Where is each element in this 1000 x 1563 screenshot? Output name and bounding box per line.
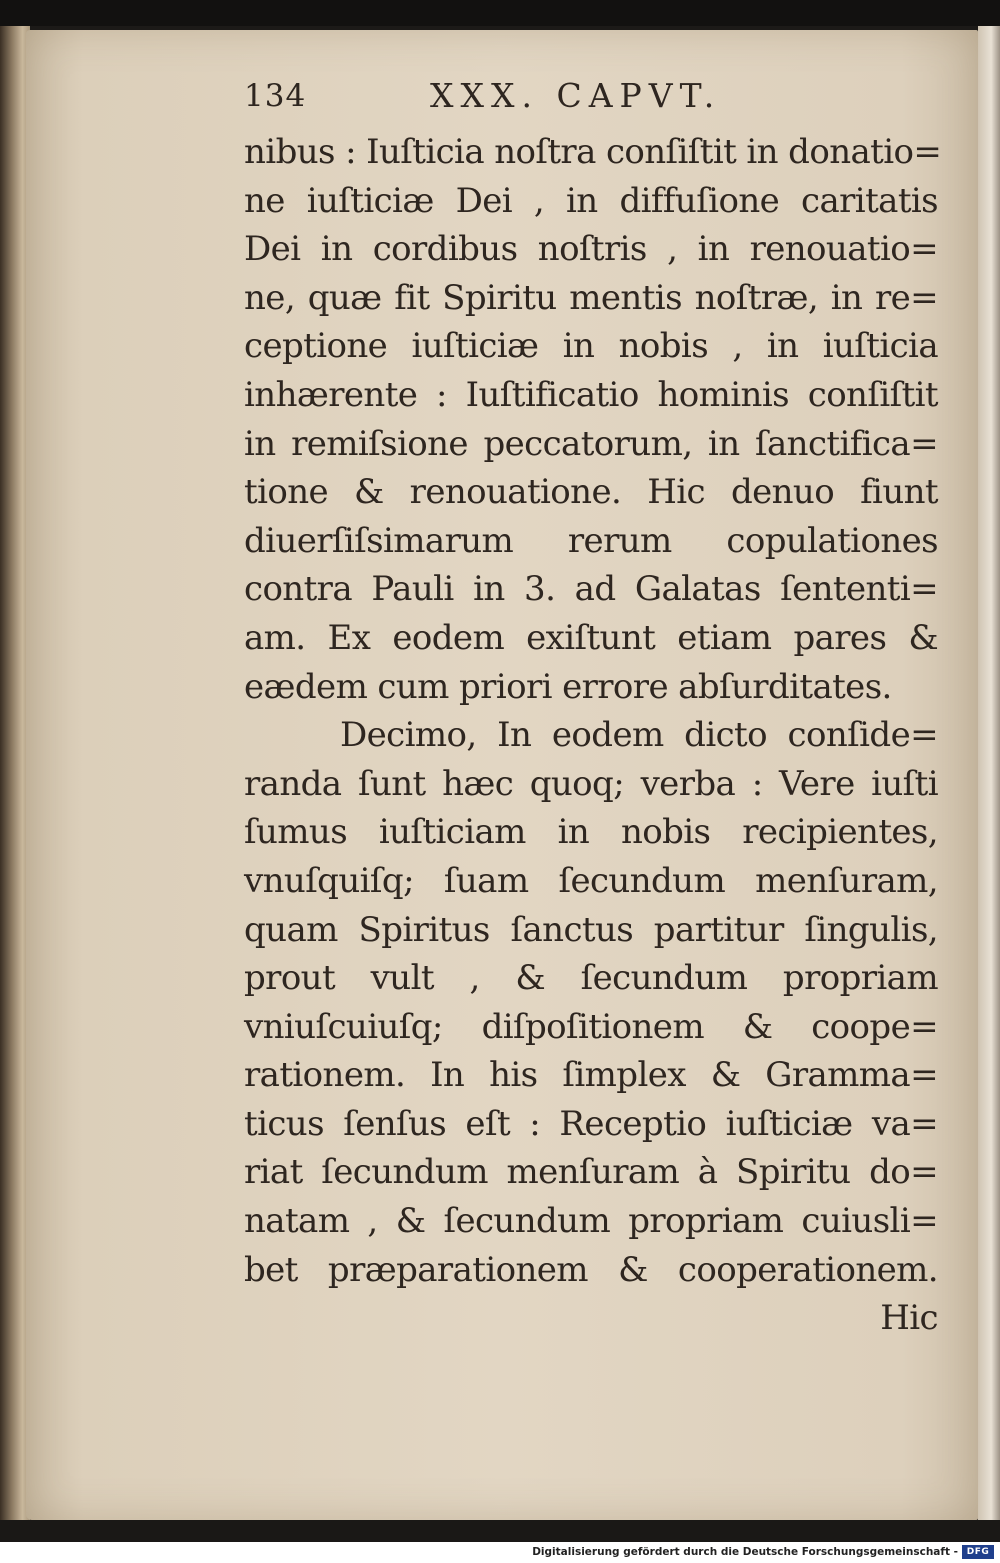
text-line: diuerſiſsimarum rerum copulationes — [244, 520, 938, 561]
text-line: inhærente : Iuſtificatio hominis conſiſtit — [244, 374, 938, 415]
text-line: eædem cum priori errore abſurditates. — [244, 666, 892, 707]
text-line: prout vult , & ſecundum propriam — [244, 958, 938, 999]
text-line: vniuſcuiuſq; diſpoſitionem & coope= — [244, 1006, 938, 1047]
catchword: Hic — [880, 1298, 938, 1339]
text-line: ne, quæ fit Spiritu mentis noſtræ, in re= — [244, 277, 938, 318]
text-line: bet præparationem & cooperationem. — [244, 1249, 938, 1290]
text-line: natam , & ſecundum propriam cuiusli= — [244, 1201, 938, 1242]
dfg-logo[interactable]: DFG — [962, 1545, 994, 1559]
text-line: Decimo, In eodem dicto conſide= — [340, 715, 938, 756]
text-line: riat ſecundum menſuram à Spiritu do= — [244, 1152, 938, 1193]
body-text — [244, 128, 942, 1343]
running-head: XXX. CAPVT. — [430, 76, 722, 115]
text-line: ticus ſenſus eſt : Receptio iuſticiæ va= — [244, 1103, 938, 1144]
scan-bottom-border — [0, 1520, 1000, 1542]
text-line: tione & renouatione. Hic denuo fiunt — [244, 472, 938, 513]
text-line: am. Ex eodem exiſtunt etiam pares & — [244, 617, 938, 658]
text-line: ceptione iuſticiæ in nobis , in iuſticia — [244, 326, 938, 367]
text-line: ne iuſticiæ Dei , in diffuſione caritatis — [244, 180, 938, 221]
text-line: nibus : Iuſticia noſtra conſiſtit in donatio= — [244, 132, 942, 172]
text-line: rationem. In his ſimplex & Gramma= — [244, 1055, 938, 1096]
text-line: randa ſunt hæc quoq; verba : Vere iuſti — [244, 763, 938, 804]
text-line: quam Spiritus ſanctus partitur ſingulis, — [244, 909, 938, 950]
page-header — [244, 74, 944, 124]
scan-top-border — [0, 0, 1000, 26]
text-line: ſumus iuſticiam in nobis recipientes, — [244, 812, 938, 853]
text-line: contra Pauli in 3. ad Galatas ſententi= — [244, 569, 938, 610]
text-line: in remiſsione peccatorum, in ſanctifica= — [244, 423, 938, 464]
page-fore-edge — [978, 26, 1000, 1526]
text-line: vnuſquiſq; ſuam ſecundum menſuram, — [244, 860, 938, 901]
page-number: 134 — [244, 78, 307, 114]
footer-credit: Digitalisierung gefördert durch die Deutsche Forschungsgemeinschaft - — [532, 1546, 958, 1558]
text-line: Dei in cordibus noſtris , in renouatio= — [244, 229, 938, 270]
digitization-footer — [0, 1542, 1000, 1563]
